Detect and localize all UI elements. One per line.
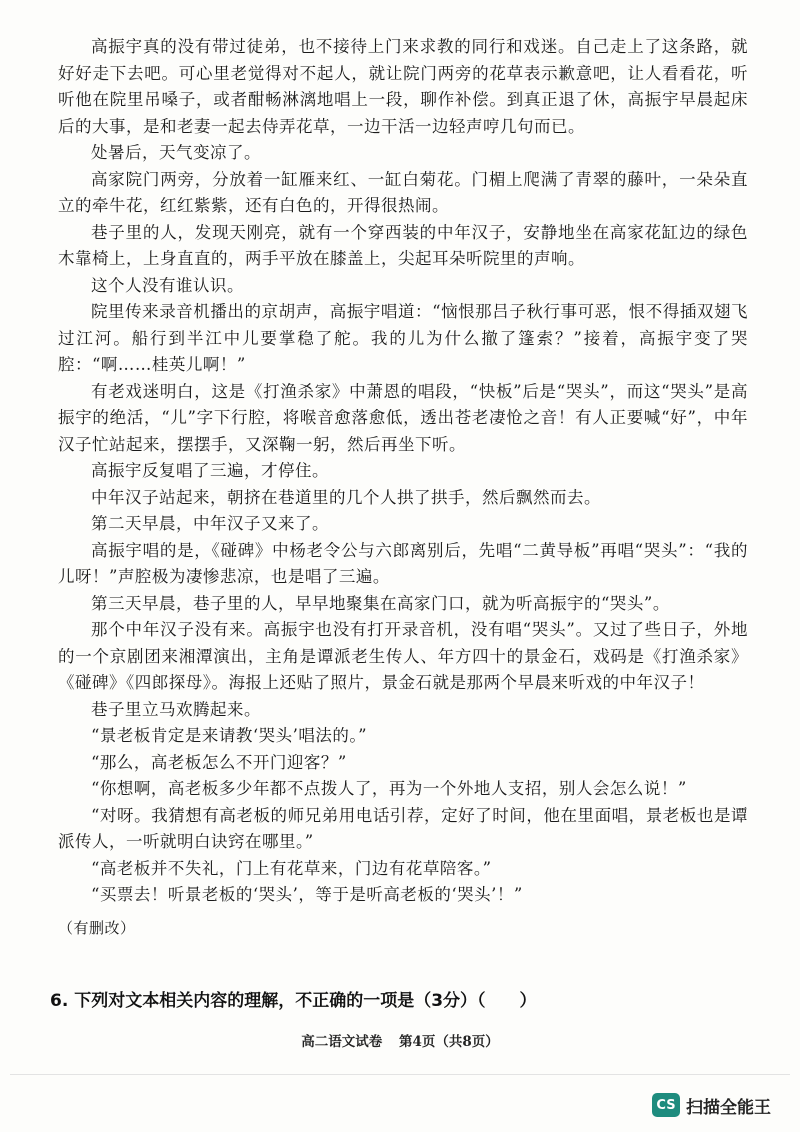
paragraph: 巷子里立马欢腾起来。 xyxy=(91,699,261,719)
paragraph: 高家院门两旁，分放着一缸雁来红、一缸白菊花。门楣上爬满了青翠的藤叶，一朵朵直立的牵牛花，红红紫紫，还有白色的，开得很热闹。 xyxy=(58,169,748,215)
paragraph: 那个中年汉子没有来。高振宇也没有打开录音机，没有唱“哭头”。又过了些日子，外地的一个京剧团来湘潭演出，主角是谭派老生传人、年方四十的景金石，戏码是《打渔杀家》《碰碑》《四郎探母》。海报上还贴了照片，景金石就是那两个早晨来听戏的中年汉子！ xyxy=(58,620,748,692)
paragraph: “买票去！听景老板的‘哭头’，等于是听高老板的‘哭头’！” xyxy=(91,885,523,904)
paragraph: 中年汉子站起来，朝挤在巷道里的几个人拱了拱手，然后飘然而去。 xyxy=(91,487,601,507)
paragraph: 这个人没有谁认识。 xyxy=(91,275,244,295)
paragraph: 第三天早晨，巷子里的人，早早地聚集在高家门口，就为听高振宇的“哭头”。 xyxy=(91,593,670,613)
paragraph: “景老板肯定是来请教‘哭头’唱法的。” xyxy=(91,726,368,745)
camscanner-logo-icon: CS xyxy=(652,1093,680,1117)
paragraph: “高老板并不失礼，门上有花草来，门边有花草陪客。” xyxy=(91,858,492,878)
article-body xyxy=(58,34,748,941)
paragraph: 高振宇唱的是，《碰碑》中杨老令公与六郎离别后，先唱“二黄导板”再唱“哭头”：“我的儿呀！”声腔极为凄惨悲凉，也是唱了三遍。 xyxy=(58,540,748,586)
paragraph: 院里传来录音机播出的京胡声，高振宇唱道：“恼恨那吕子秋行事可恶，恨不得插双翅飞过江河。船行到半江中儿要掌稳了舵。我的儿为什么撤了篷索？”接着，高振宇变了哭腔：“啊……桂英儿啊！” xyxy=(58,302,748,374)
paragraph: 巷子里的人，发现天刚亮，就有一个穿西装的中年汉子，安静地坐在高家花缸边的绿色木靠椅上，上身直直的，两手平放在膝盖上，尖起耳朵听院里的声响。 xyxy=(58,222,748,268)
exam-title: 高二语文试卷 xyxy=(301,1034,383,1050)
scanner-app-name: 扫描全能王 xyxy=(686,1097,771,1118)
paragraph: 有老戏迷明白，这是《打渔杀家》中萧恩的唱段，“快板”后是“哭头”，而这“哭头”是高振宇的绝活，“儿”字下行腔，将喉音愈落愈低，透出苍老凄怆之音！有人正要喊“好”，中年汉子忙站起来，摆摆手，又深鞠一躬，然后再坐下听。 xyxy=(58,381,748,454)
paragraph: “那么，高老板怎么不开门迎客？” xyxy=(91,752,347,772)
paragraph: 高振宇真的没有带过徒弟，也不接待上门来求教的同行和戏迷。自己走上了这条路，就好好走下去吧。可心里老觉得对不起人，就让院门两旁的花草表示歉意吧，让人看看花，听听他在院里吊嗓子，或者酣畅淋漓地唱上一段，聊作补偿。到真正退了休，高振宇早晨起床后的大事，是和老妻一起去侍弄花草，一边干活一边轻声哼几句而已。 xyxy=(58,37,748,136)
page-number: 第4页（共8页） xyxy=(398,1034,499,1050)
scanner-watermark xyxy=(652,1090,771,1120)
paragraph: 高振宇反复唱了三遍，才停住。 xyxy=(91,461,329,480)
source-note: （有删改） xyxy=(58,918,136,937)
page-footer xyxy=(0,1030,800,1050)
paragraph: 第二天早晨，中年汉子又来了。 xyxy=(91,514,329,533)
question-6: 6. 下列对文本相关内容的理解，不正确的一项是（3分）（ ） xyxy=(50,991,537,1011)
paragraph: “你想啊，高老板多少年都不点拨人了，再为一个外地人支招，别人会怎么说！” xyxy=(91,779,687,798)
paragraph: “对呀。我猜想有高老板的师兄弟用电话引荐，定好了时间，他在里面唱，景老板也是谭派传人，一听就明白诀窍在哪里。” xyxy=(58,805,748,851)
scan-divider xyxy=(10,1074,790,1075)
paragraph: 处暑后，天气变凉了。 xyxy=(91,143,261,162)
